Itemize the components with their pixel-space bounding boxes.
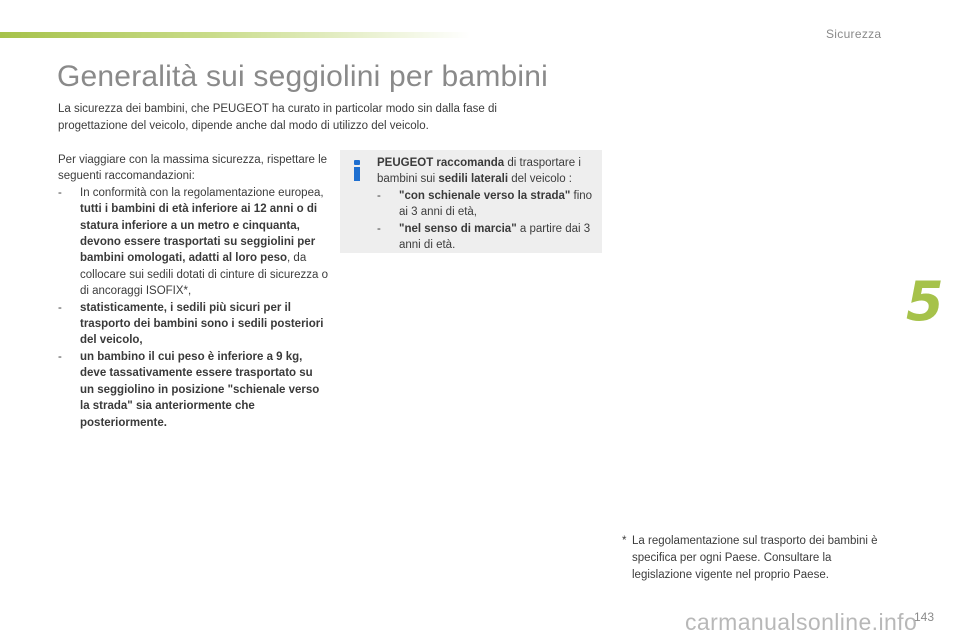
list-dash: - (58, 186, 62, 199)
recommendations-column (58, 152, 328, 431)
intro-paragraph: La sicurezza dei bambini, che PEUGEOT ha curato in particolar modo sin dalla fase di progettazione del veicolo, dipende anche dal modo di utilizzo del veicolo. (58, 103, 497, 132)
item-bold-text: statisticamente, i sedili più sicuri per il trasporto dei bambini sono i sedili posteriori del veicolo, (80, 301, 324, 347)
footnote (622, 533, 892, 584)
page-title: Generalità sui seggiolini per bambini (57, 60, 549, 93)
info-text-span: di trasportare i bambini sui (377, 157, 581, 186)
footnote-star: * (622, 535, 627, 547)
item-bold-text: tutti i bambini di età inferiore ai 12 anni o di statura inferiore a un metro e cinquanta, devono essere trasportati su seggiolini per bambini omologati, adatti al loro peso (80, 203, 318, 265)
item-text: , da collocare sui sedili dotati di cinture di sicurezza o di ancoraggi ISOFIX*, (80, 252, 329, 298)
header-accent-bar (0, 32, 470, 38)
info-list (377, 188, 599, 254)
info-text-span: del veicolo : (508, 173, 572, 186)
info-text-span: a partire dai 3 anni di età. (399, 222, 591, 252)
info-lead (377, 155, 599, 188)
list-dash: - (58, 301, 62, 314)
item-text: In conformità con la regolamentazione europea, (80, 186, 324, 199)
info-box (340, 150, 602, 253)
info-text-span: fino ai 3 anni di età, (399, 189, 593, 219)
list-item (58, 349, 328, 431)
footnote-text: La regolamentazione sul trasporto dei bambini è specifica per ogni Paese. Consultare la legislazione vigente nel proprio Paese. (632, 535, 878, 581)
list-item (377, 188, 599, 221)
list-item (58, 185, 328, 300)
recommendations-list (58, 185, 328, 431)
section-label: Sicurezza (826, 27, 882, 41)
info-text (377, 155, 599, 253)
list-item (377, 221, 599, 254)
list-dash: - (58, 350, 62, 363)
watermark: carmanualsonline.info (685, 609, 918, 635)
info-bold-text: "con schienale verso la strada" (399, 189, 571, 202)
info-bold-text: sedili laterali (438, 173, 509, 186)
info-bold-text: PEUGEOT raccomanda (377, 157, 505, 169)
recommendations-lead: Per viaggiare con la massima sicurezza, rispettare le seguenti raccomandazioni: (58, 154, 328, 183)
list-item (58, 300, 328, 349)
info-icon (353, 160, 361, 180)
info-bold-text: "nel senso di marcia" (399, 222, 517, 235)
list-dash: - (377, 189, 381, 202)
chapter-number: 5 (906, 270, 944, 333)
list-dash: - (377, 222, 381, 235)
page-number: 143 (914, 610, 935, 624)
item-bold-text: un bambino il cui peso è inferiore a 9 kg, deve tassativamente essere trasportato su un seggiolino in posizione "schienale verso la strada" sia anteriormente che posteriormente. (80, 350, 320, 429)
